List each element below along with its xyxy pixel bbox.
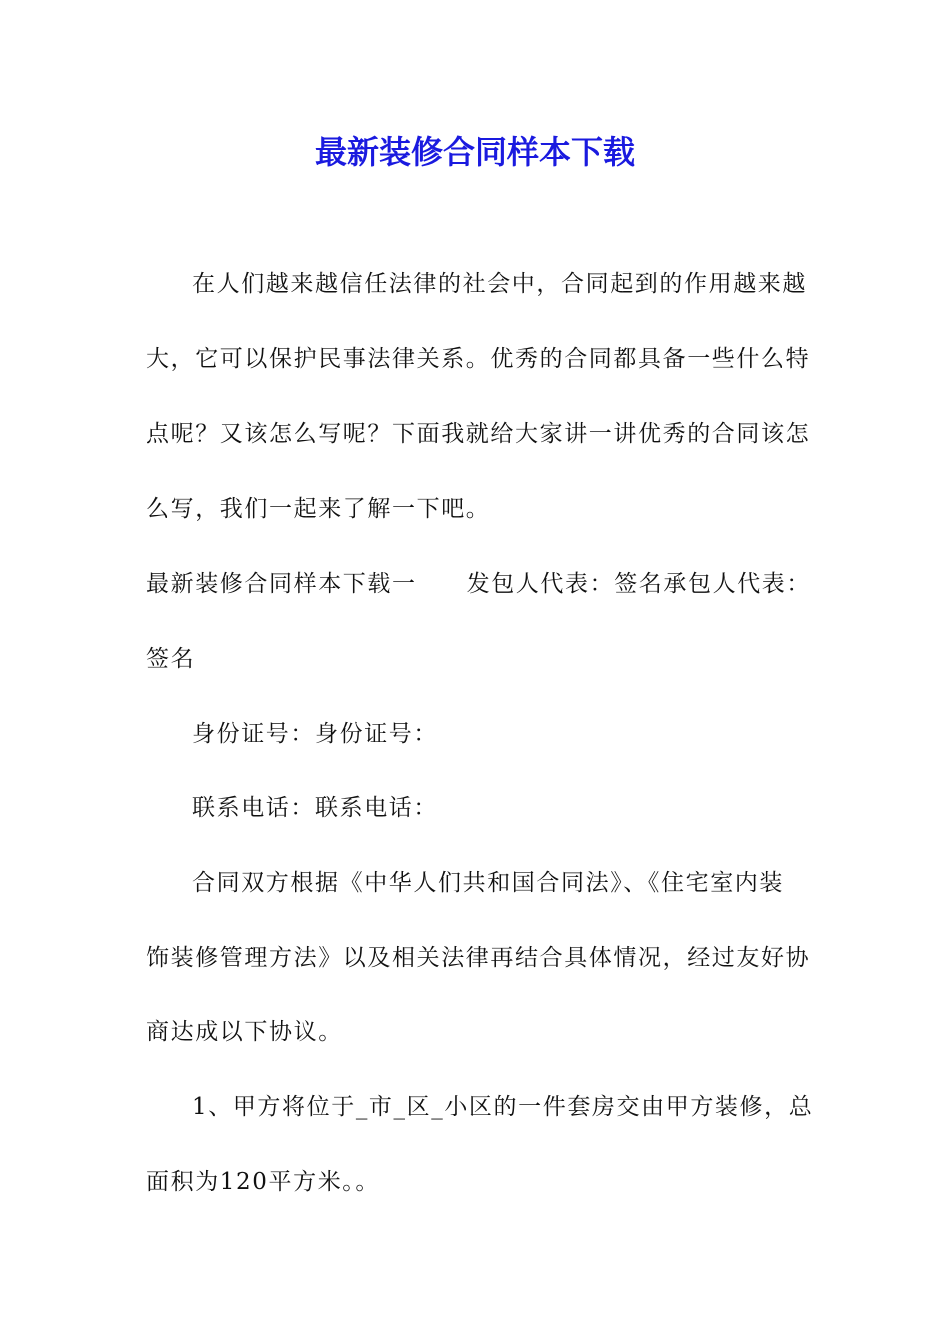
signature-line: 发包人代表：签名承包人代表： bbox=[466, 571, 812, 597]
intro-line-1: 在人们越来越信任法律的社会中，合同起到的作用越来越 bbox=[192, 271, 807, 297]
clause-1-line-1: 1、甲方将位于_市_区_小区的一件套房交由甲方装修，总 bbox=[192, 1094, 814, 1120]
basis-line-1: 合同双方根据《中华人们共和国合同法》、《住宅室内装 bbox=[192, 870, 784, 896]
basis-line-3: 商达成以下协议。 bbox=[146, 1019, 343, 1045]
section-heading-row bbox=[146, 568, 816, 600]
intro-line-2: 大，它可以保护民事法律关系。优秀的合同都具备一些什么特 bbox=[146, 346, 811, 372]
clause-1-line-2: 面积为120平方米。。 bbox=[146, 1169, 380, 1195]
phone-line: 联系电话：联系电话： bbox=[192, 795, 438, 821]
intro-line-4: 么写，我们一起来了解一下吧。 bbox=[146, 496, 491, 522]
basis-line-2: 饰装修管理方法》以及相关法律再结合具体情况，经过友好协 bbox=[146, 945, 811, 971]
id-number-line: 身份证号：身份证号： bbox=[192, 721, 438, 747]
document-title: 最新装修合同样本下载 bbox=[314, 133, 635, 171]
intro-line-3: 点呢？又该怎么写呢？下面我就给大家讲一讲优秀的合同该怎 bbox=[146, 421, 811, 447]
signature-continued: 签名 bbox=[146, 646, 196, 672]
section-heading: 最新装修合同样本下载一 bbox=[146, 571, 417, 597]
